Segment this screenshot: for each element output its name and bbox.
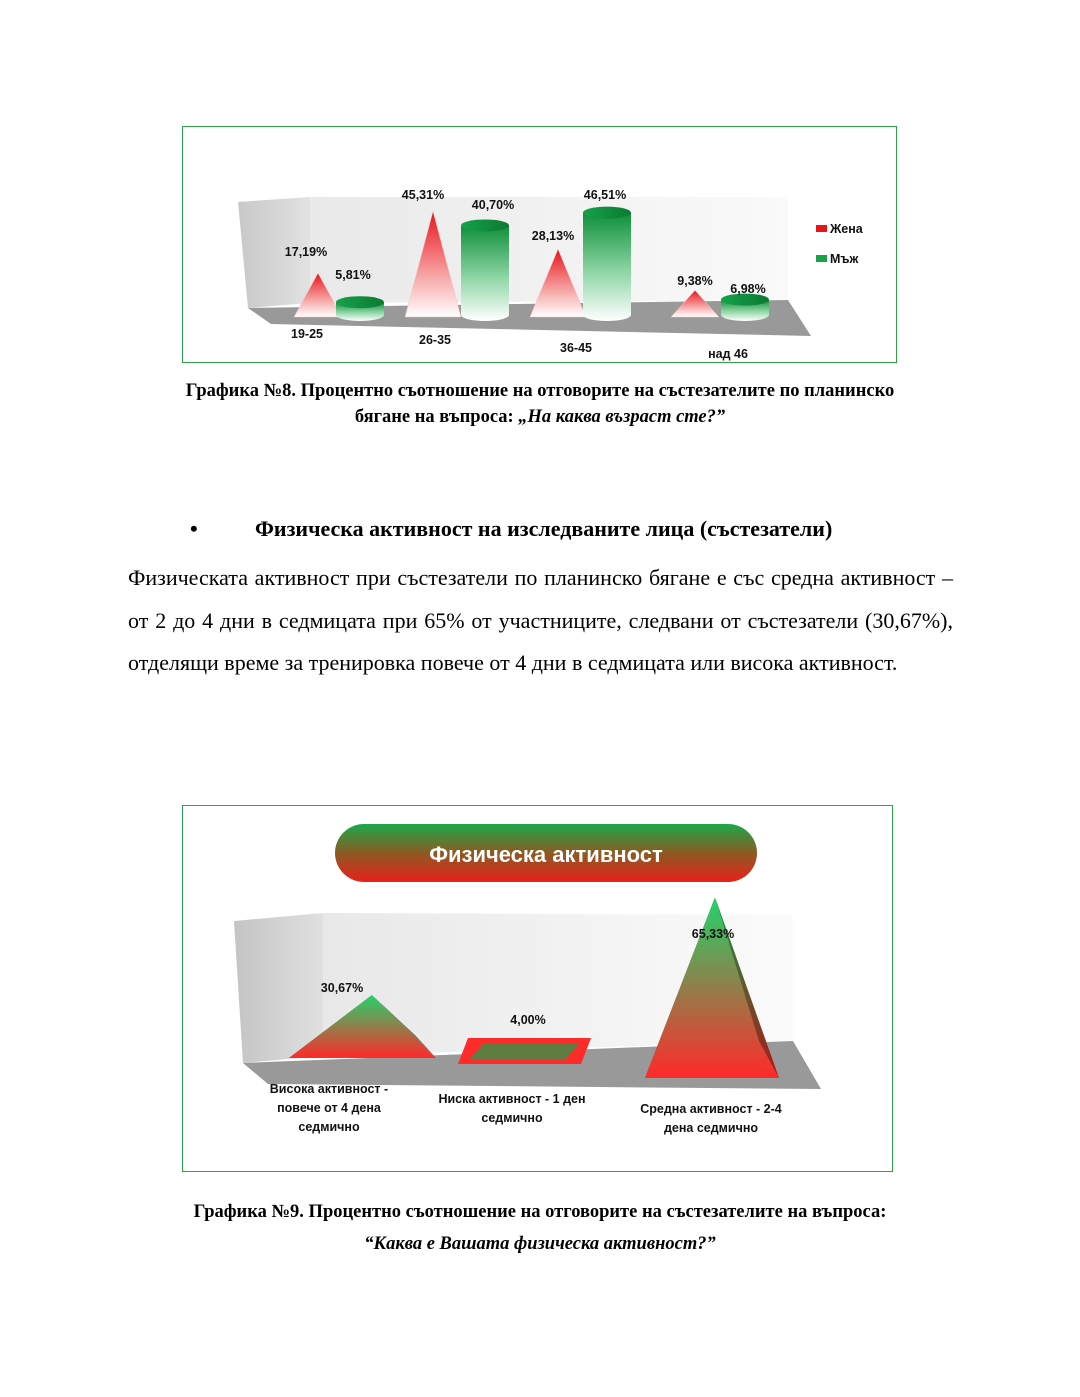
bar-male-26-35 (461, 225, 509, 321)
data-label: 4,00% (510, 1013, 546, 1027)
category-label: седмично (298, 1120, 360, 1134)
category-label: 26-35 (419, 333, 451, 347)
figure-9-caption-main: Графика №9. Процентно съотношение на отговорите на състезателите на въпроса: (193, 1202, 887, 1222)
bar-male-top-26-35 (461, 219, 509, 231)
data-label-male: 46,51% (583, 188, 627, 202)
legend-label-female: Жена (830, 222, 863, 236)
figure-9-caption (100, 1196, 980, 1260)
bar-male-36-45 (583, 213, 631, 321)
chart-side-wall (234, 913, 323, 1063)
category-label: седмично (481, 1111, 543, 1125)
data-label-female: 45,31% (401, 188, 445, 202)
data-label-female: 17,19% (284, 245, 328, 259)
data-label-female: 9,38% (677, 274, 713, 288)
chart-title: Физическа активност (429, 842, 663, 867)
category-label: 36-45 (560, 341, 592, 355)
legend-swatch-male (816, 255, 827, 262)
category-label: Висока активност - (269, 1082, 389, 1096)
activity-chart (182, 805, 893, 1172)
data-label-female: 28,13% (531, 229, 575, 243)
figure-9-caption-question: “Каква е Вашата физическа активност?” (364, 1234, 716, 1254)
age-chart (182, 126, 897, 363)
category-label: дена седмично (663, 1121, 759, 1135)
figure-8-caption-question: „На каква възраст сте?” (518, 407, 726, 427)
body-paragraph: Физическата активност при състезатели по планинско бягане е със средна активност – от 2 до 4 дни в седмицата при 65% от участниците, следвани от състезатели (30,67%), отделящи време за тренировка повече от 4 дни в седмицата или висока активност. (128, 565, 953, 675)
figure-8-caption-main: Графика №8. Процентно съотношение на отговорите на състезателите по планинско (185, 381, 895, 401)
data-label-male: 6,98% (730, 282, 766, 296)
data-label-male: 5,81% (335, 268, 371, 282)
category-label: 19-25 (291, 327, 323, 341)
legend-label-male: Мъж (830, 252, 859, 266)
age-chart-canvas (183, 127, 896, 362)
category-label: Средна активност - 2-4 (640, 1102, 782, 1116)
legend-swatch-female (816, 225, 827, 232)
figure-8-caption-lead: бягане на въпроса: (354, 407, 519, 427)
bar-pyramid-top-1 (470, 1044, 579, 1059)
section-heading-text: Физическа активност на изследваните лица (състезатели) (255, 516, 833, 541)
category-label: Ниска активност - 1 ден (438, 1092, 586, 1106)
bullet-point: • (190, 516, 198, 541)
activity-chart-canvas (183, 806, 892, 1171)
data-label: 65,33% (691, 927, 735, 941)
bar-male-top-36-45 (583, 207, 631, 219)
bar-male-top-19-25 (336, 296, 384, 308)
data-label-male: 40,70% (471, 198, 515, 212)
category-label: над 46 (708, 347, 748, 361)
figure-8-caption (100, 378, 980, 430)
category-label: повече от 4 дена (277, 1101, 381, 1115)
data-label: 30,67% (320, 981, 364, 995)
